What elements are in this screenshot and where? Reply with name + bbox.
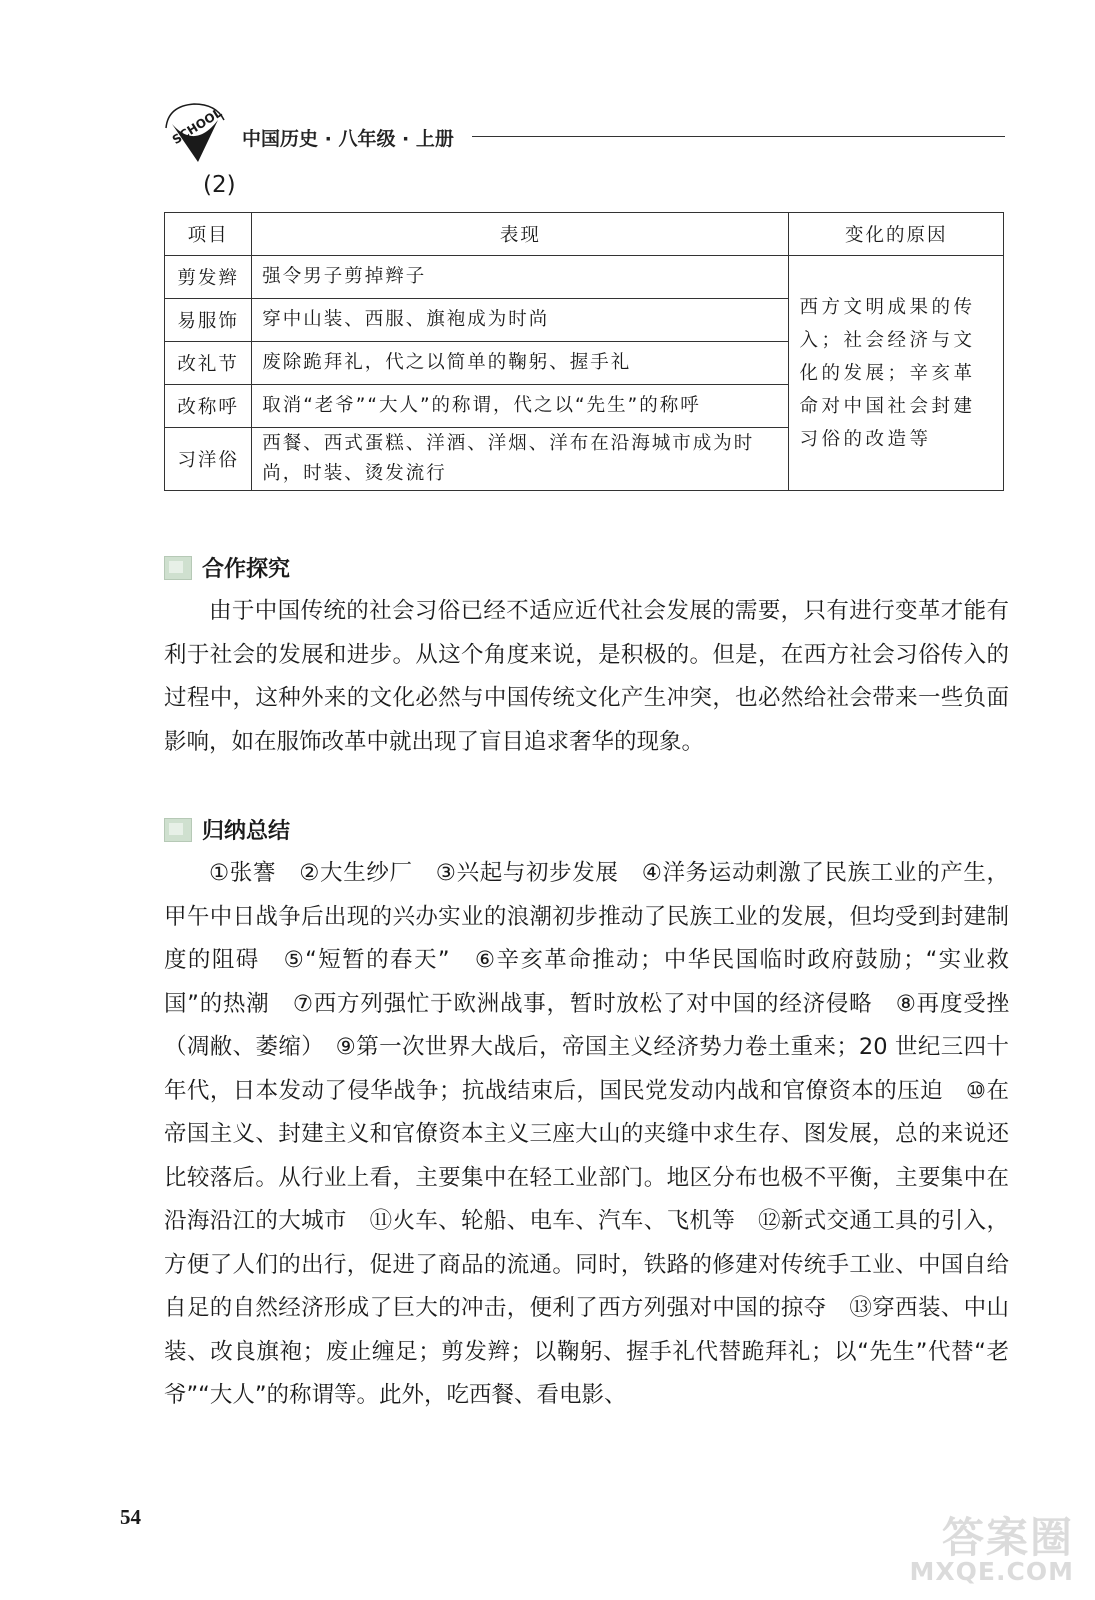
row-description: 取消“老爷”“大人”的称谓，代之以“先生”的称呼	[252, 385, 789, 428]
row-item: 易服饰	[165, 299, 252, 342]
header-divider	[472, 136, 1005, 137]
page-header	[160, 98, 1005, 168]
column-header-item: 项目	[165, 213, 252, 256]
section-body-summary: ①张謇 ②大生纱厂 ③兴起与初步发展 ④洋务运动刺激了民族工业的产生，甲午中日战争后出现的兴办实业的浪潮初步推动了民族工业的发展，但均受到封建制度的阻碍 ⑤“短暂的春天” ⑥辛亥革命推动；中华民国临时政府鼓励；“实业救国”的热潮 ⑦西方列强忙于欧洲战事，暂时放松了对中国的经济侵略 ⑧再度受挫（凋敝、萎缩） ⑨第一次世界大战后，帝国主义经济势力卷土重来；20 世纪三四十年代，日本发动了侵华战争；抗战结束后，国民党发动内战和官僚资本的压迫 ⑩在帝国主义、封建主义和官僚资本主义三座大山的夹缝中求生存、图发展，总的来说还比较落后。从行业上看，主要集中在轻工业部门。地区分布也极不平衡，主要集中在沿海沿江的大城市 ⑪火车、轮船、电车、汽车、飞机等 ⑫新式交通工具的引入，方便了人们的出行，促进了商品的流通。同时，铁路的修建对传统手工业、中国自给自足的自然经济形成了巨大的冲击，便利了西方列强对中国的掠夺 ⑬穿西装、中山装、改良旗袍；废止缠足；剪发辫；以鞠躬、握手礼代替跪拜礼；以“先生”代替“老爷”“大人”的称谓等。此外，吃西餐、看电影、	[164, 860, 1009, 1408]
svg-text:SCHOOL: SCHOOL	[169, 105, 225, 147]
row-description: 强令男子剪掉辫子	[252, 256, 789, 299]
book-title: 中国历史 · 八年级 · 上册	[242, 128, 454, 150]
row-description: 穿中山装、西服、旗袍成为时尚	[252, 299, 789, 342]
row-description: 西餐、西式蛋糕、洋酒、洋烟、洋布在沿海城市成为时尚，时装、烫发流行	[252, 428, 789, 491]
school-logo-icon	[160, 98, 230, 166]
table-header-row	[165, 213, 1004, 256]
section-marker-icon	[164, 556, 192, 580]
page-number: 54	[120, 1505, 141, 1529]
row-item: 改称呼	[165, 385, 252, 428]
section-title: 合作探究	[202, 557, 291, 582]
watermark-url: MXQE.COM	[909, 1557, 1074, 1586]
section-body-cooperative-inquiry: 由于中国传统的社会习俗已经不适应近代社会发展的需要，只有进行变革才能有利于社会的发展和进步。从这个角度来说，是积极的。但是，在西方社会习俗传入的过程中，这种外来的文化必然与中国传统文化产生冲突，也必然给社会带来一些负面影响，如在服饰改革中就出现了盲目追求奢华的现象。	[164, 598, 1009, 755]
watermark-logo	[880, 1505, 1080, 1590]
row-description: 废除跪拜礼，代之以简单的鞠躬、握手礼	[252, 342, 789, 385]
column-header-performance: 表现	[252, 213, 789, 256]
watermark-text: 答案圈	[941, 1513, 1074, 1562]
section-heading-summary	[164, 814, 290, 845]
row-item: 习洋俗	[165, 428, 252, 491]
column-header-reason: 变化的原因	[789, 213, 1004, 256]
section-marker-icon	[164, 818, 192, 842]
row-item: 剪发辫	[165, 256, 252, 299]
row-item: 改礼节	[165, 342, 252, 385]
section-title: 归纳总结	[202, 819, 291, 844]
social-customs-table	[164, 212, 1004, 491]
change-reason: 西方文明成果的传入；社会经济与文化的发展；辛亥革命对中国社会封建习俗的改造等	[789, 256, 1004, 491]
section-heading-cooperative-inquiry	[164, 552, 290, 583]
table-row	[165, 256, 1004, 299]
question-label: (2)	[203, 172, 236, 198]
